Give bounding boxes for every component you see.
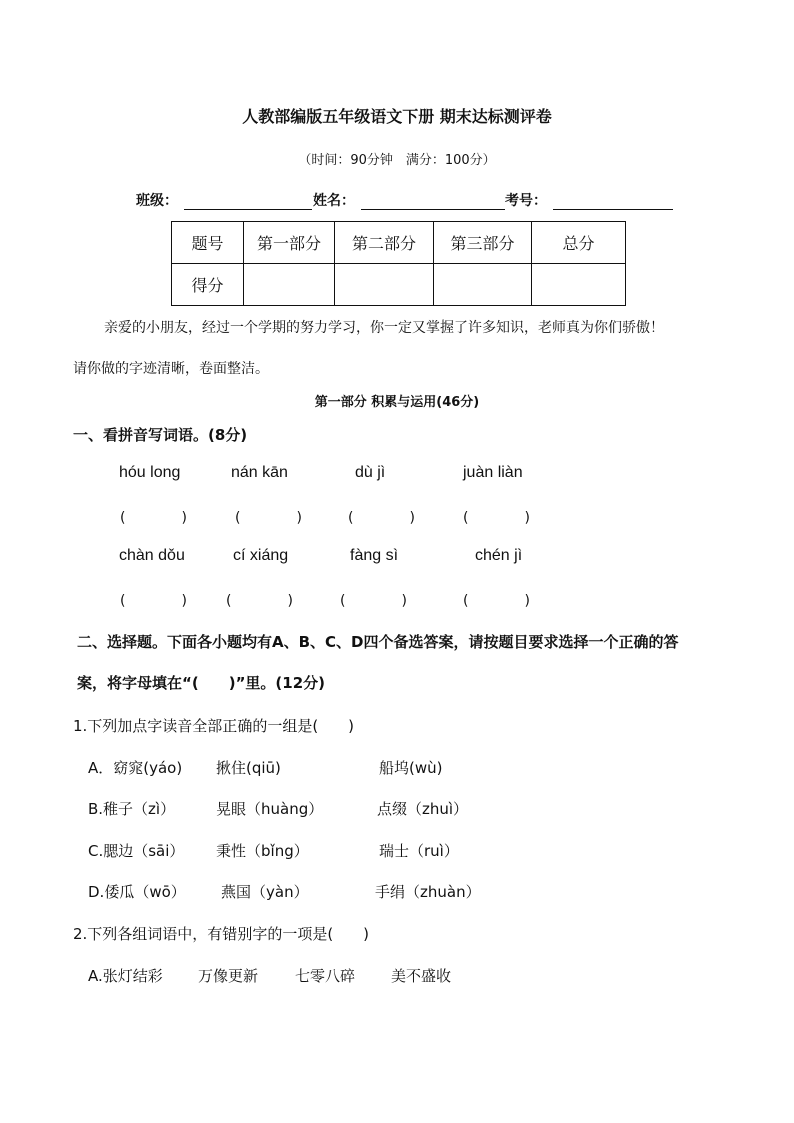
option-b-word[interactable]: B.稚子（zì） <box>88 800 176 818</box>
pinyin-item: hóu long <box>119 464 181 481</box>
option-a-word[interactable]: 船坞(wù) <box>379 759 443 777</box>
option-a-word[interactable]: 美不盛收 <box>391 967 452 985</box>
option-a-word[interactable]: A.张灯结彩 <box>88 967 163 985</box>
score-table-header-cell: 第三部分 <box>434 222 532 264</box>
name-field[interactable] <box>361 209 505 210</box>
answer-blank[interactable]: ( ) <box>120 510 187 526</box>
score-table-header-cell: 第一部分 <box>244 222 335 264</box>
score-table-header-cell: 总分 <box>532 222 626 264</box>
q2-title-line-2: 案，将字母填在“( )”里。(12分) <box>77 674 326 692</box>
score-cell-total[interactable] <box>532 264 626 306</box>
option-d-word[interactable]: D.倭瓜（wō） <box>88 883 186 901</box>
q2-title-line-1: 二、选择题。下面各小题均有A、B、C、D四个备选答案，请按题目要求选择一个正确的答 <box>77 633 679 651</box>
score-row-label: 得分 <box>172 264 244 306</box>
score-cell-part3[interactable] <box>434 264 532 306</box>
option-a-word[interactable]: 七零八碎 <box>295 967 356 985</box>
option-c-word[interactable]: 瑞士（ruì） <box>379 842 459 860</box>
answer-blank[interactable]: ( ) <box>340 593 407 609</box>
pinyin-item: chén jì <box>475 547 523 564</box>
number-field[interactable] <box>553 209 673 210</box>
option-c-word[interactable]: C.腮边（sāi） <box>88 842 185 860</box>
name-label: 姓名： <box>313 193 355 209</box>
pinyin-item: nán kān <box>231 464 288 481</box>
pinyin-item: fàng sì <box>350 547 399 564</box>
score-table-header-cell: 题号 <box>172 222 244 264</box>
score-table-header-row <box>172 222 626 264</box>
option-b-word[interactable]: 晃眼（huàng） <box>216 800 324 818</box>
option-a-word[interactable]: A．窈窕(yáo) <box>88 759 183 777</box>
pinyin-item: cí xiáng <box>233 547 289 564</box>
score-table <box>171 221 626 306</box>
class-label: 班级： <box>136 193 178 209</box>
pinyin-item: chàn dǒu <box>119 547 185 564</box>
intro-line-2: 请你做的字迹清晰，卷面整洁。 <box>73 361 269 377</box>
class-field[interactable] <box>184 209 312 210</box>
item2-stem: 2.下列各组词语中，有错别字的一项是( ) <box>73 925 370 943</box>
intro-line-1: 亲爱的小朋友，经过一个学期的努力学习，你一定又掌握了许多知识，老师真为你们骄傲！ <box>104 320 664 336</box>
option-b-word[interactable]: 点缀（zhuì） <box>377 800 469 818</box>
score-cell-part2[interactable] <box>335 264 434 306</box>
number-label: 考号： <box>505 193 547 209</box>
q1-title: 一、看拼音写词语。(8分) <box>73 426 248 444</box>
option-d-word[interactable]: 手绢（zhuàn） <box>375 883 481 901</box>
part1-title: 第一部分 积累与运用(46分) <box>314 395 480 410</box>
option-a-word[interactable]: 揪住(qiū) <box>216 759 281 777</box>
answer-blank[interactable]: ( ) <box>120 593 187 609</box>
pinyin-item: juàn liàn <box>463 464 523 481</box>
answer-blank[interactable]: ( ) <box>348 510 415 526</box>
option-c-word[interactable]: 秉性（bǐng） <box>216 842 309 860</box>
answer-blank[interactable]: ( ) <box>463 593 530 609</box>
exam-subtitle: （时间：90分钟 满分：100分） <box>298 153 496 168</box>
score-table-score-row <box>172 264 626 306</box>
option-d-word[interactable]: 燕国（yàn） <box>221 883 309 901</box>
pinyin-item: dù jì <box>355 464 386 481</box>
answer-blank[interactable]: ( ) <box>226 593 293 609</box>
option-a-word[interactable]: 万像更新 <box>198 967 259 985</box>
answer-blank[interactable]: ( ) <box>235 510 302 526</box>
score-table-header-cell: 第二部分 <box>335 222 434 264</box>
score-cell-part1[interactable] <box>244 264 335 306</box>
item1-stem: 1.下列加点字读音全部正确的一组是( ) <box>73 717 355 735</box>
exam-title: 人教部编版五年级语文下册 期末达标测评卷 <box>242 107 552 126</box>
answer-blank[interactable]: ( ) <box>463 510 530 526</box>
